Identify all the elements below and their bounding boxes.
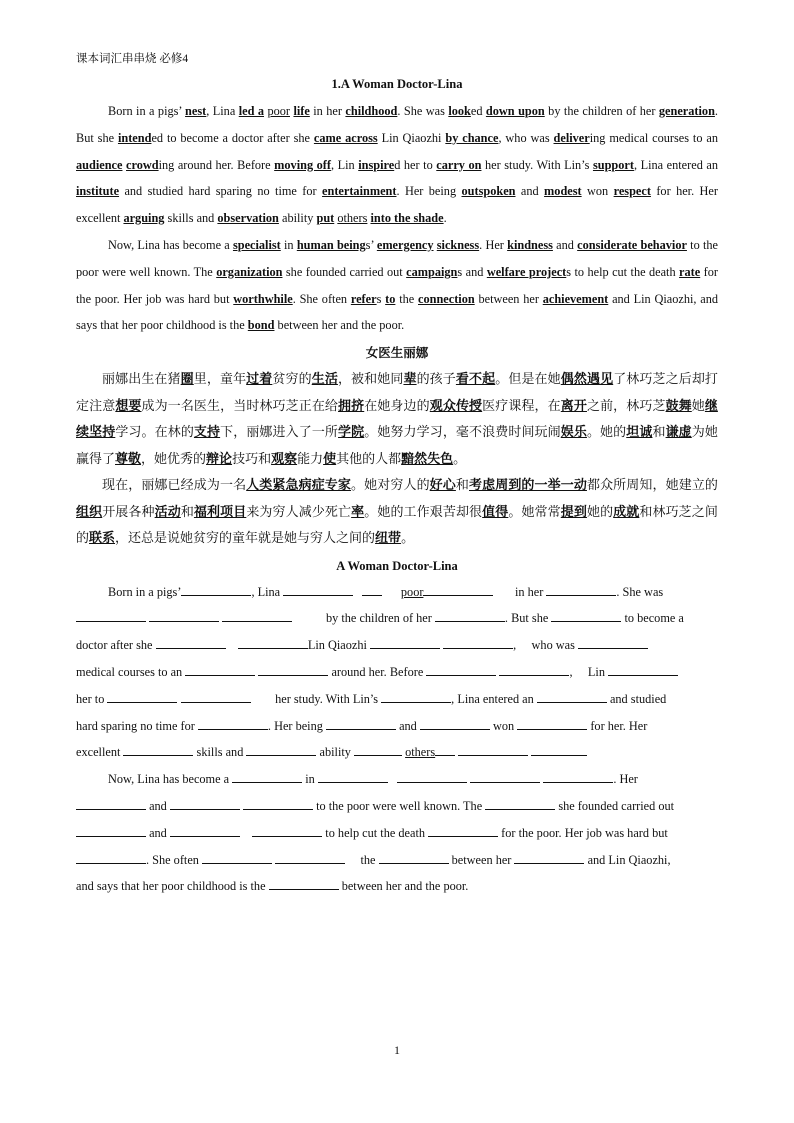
- text-run: 。她的工作艰苦却很: [364, 503, 483, 519]
- fill-line: [76, 847, 718, 874]
- answer-blank[interactable]: [381, 689, 451, 703]
- fill-line: [76, 873, 718, 900]
- fill-text: to become a: [624, 611, 684, 626]
- vocab-keyword: 娱乐: [560, 424, 587, 440]
- answer-blank[interactable]: [107, 689, 177, 703]
- answer-blank[interactable]: [443, 635, 513, 649]
- vocab-keyword: nest: [185, 104, 207, 118]
- fill-text: and: [149, 799, 167, 814]
- answer-blank[interactable]: [354, 742, 402, 756]
- vocab-keyword: arguing: [123, 211, 165, 226]
- answer-blank[interactable]: [531, 742, 587, 756]
- fill-text: and studied: [609, 691, 667, 706]
- text-run: s to help cut the death: [566, 264, 680, 279]
- text-run: s’: [365, 237, 377, 252]
- answer-blank[interactable]: [546, 582, 616, 596]
- text-run: and Lin Qiaozhi, and says that her poor childhood is the: [76, 291, 718, 333]
- answer-blank[interactable]: [517, 716, 587, 730]
- vocab-keyword: 看不起: [455, 371, 496, 387]
- text-run: . Her: [479, 237, 508, 252]
- vocab-keyword: 鼓舞: [665, 397, 692, 413]
- text-run: the: [395, 291, 418, 306]
- answer-blank[interactable]: [76, 608, 146, 622]
- vocab-keyword: into the shade: [370, 211, 444, 226]
- text-run: to the poor were well known. The: [76, 237, 718, 279]
- fill-text: excellent: [76, 745, 121, 760]
- fill-text: doctor after she: [76, 638, 153, 653]
- fill-text: and says that her poor childhood is the: [76, 879, 266, 894]
- vocab-keyword: 率: [351, 503, 365, 519]
- vocab-keyword: 继续坚持: [76, 397, 718, 440]
- vocab-keyword: down upon: [485, 104, 545, 118]
- vocab-keyword: connection: [418, 291, 475, 306]
- answer-blank[interactable]: [258, 662, 328, 676]
- text-run: 。她努力学习，毫不浪费时间玩闹: [364, 424, 561, 440]
- fill-text: who was: [531, 638, 575, 653]
- answer-blank[interactable]: [426, 662, 496, 676]
- vocab-keyword: deliver: [553, 130, 590, 145]
- fill-line: [76, 793, 718, 820]
- fill-text: in her: [514, 584, 544, 599]
- vocab-keyword: 人类紧急病症专家: [246, 477, 352, 493]
- answer-blank[interactable]: [252, 823, 322, 837]
- vocab-keyword: childhood: [345, 104, 398, 118]
- fill-text: poor: [400, 584, 424, 599]
- text-run: 医疗课程，在: [482, 397, 561, 413]
- text-run: skills and: [164, 211, 218, 226]
- vocab-keyword: 好心: [429, 477, 456, 493]
- vocab-keyword: 离开: [560, 397, 587, 413]
- text-run: 。她常常: [508, 503, 561, 519]
- text-run: 和林巧芝之间的: [76, 503, 718, 546]
- fill-text: Now, Lina has become a: [108, 772, 230, 787]
- text-run: 了林巧芝之后却打定注意: [76, 371, 718, 413]
- vocab-keyword: kindness: [507, 237, 553, 252]
- text-run: 能力: [297, 450, 324, 466]
- vocab-keyword: bond: [247, 318, 275, 333]
- answer-blank[interactable]: [202, 850, 272, 864]
- answer-blank[interactable]: [514, 850, 584, 864]
- vocab-keyword: led a: [238, 104, 265, 118]
- vocab-keyword: look: [448, 104, 471, 118]
- vocab-keyword: inspire: [358, 157, 395, 172]
- vocab-keyword: 考虑周到的一举一动: [469, 477, 587, 493]
- vocab-keyword: 活动: [154, 503, 181, 519]
- text-run: 。: [453, 450, 467, 466]
- fill-text: ,: [513, 638, 517, 653]
- answer-blank[interactable]: [123, 742, 193, 756]
- answer-blank[interactable]: [222, 608, 292, 622]
- document-page: [76, 52, 718, 900]
- fill-text: Lin: [587, 665, 605, 680]
- fill-text: for the poor. Her job was hard but: [501, 825, 668, 840]
- fill-line: [76, 632, 718, 659]
- vocab-keyword: human being: [296, 237, 366, 252]
- vocab-keyword: emergency: [376, 237, 434, 252]
- chinese-paragraph-2: [76, 472, 718, 552]
- fill-text: Lin Qiaozhi: [307, 638, 367, 653]
- vocab-keyword: life: [293, 104, 310, 118]
- text-run: ed to become a doctor after she: [151, 130, 314, 145]
- text-run: 现在，丽娜已经成为一名: [102, 477, 247, 493]
- vocab-keyword: 观察: [271, 450, 298, 466]
- answer-blank[interactable]: [485, 796, 555, 810]
- answer-blank[interactable]: [435, 608, 505, 622]
- fill-text: in: [305, 772, 315, 787]
- vocab-keyword: 使: [323, 450, 337, 466]
- answer-blank[interactable]: [283, 582, 353, 596]
- vocab-keyword: achievement: [542, 291, 609, 306]
- text-run: won: [581, 184, 614, 199]
- text-run: ，还总是说她贫穷的童年就是她与穷人之间的: [115, 530, 376, 546]
- text-run: 之前，林巧芝: [586, 397, 666, 413]
- answer-blank[interactable]: [578, 635, 648, 649]
- vocab-keyword: 尊敬: [115, 450, 142, 466]
- fill-text: . But she: [504, 611, 549, 626]
- answer-blank[interactable]: [499, 662, 569, 676]
- text-run: 技巧和: [232, 450, 272, 466]
- text-run: s: [376, 291, 386, 306]
- fill-text: . Her: [613, 772, 638, 787]
- text-run: and: [515, 184, 545, 199]
- vocab-keyword: 组织: [76, 503, 103, 519]
- fill-in-title: A Woman Doctor-Lina: [336, 558, 458, 573]
- answer-blank[interactable]: [470, 769, 540, 783]
- text-run: 开展各种: [102, 503, 155, 519]
- answer-blank[interactable]: [397, 769, 467, 783]
- text-run: in her: [309, 104, 346, 118]
- fill-text: her study. With Lin’s: [275, 691, 379, 706]
- text-run: ability: [278, 211, 317, 226]
- text-run: , Lina entered an: [633, 157, 718, 172]
- text-run: in: [280, 237, 297, 252]
- underlined-text: others: [337, 211, 368, 226]
- vocab-keyword: sickness: [436, 237, 480, 252]
- vocab-keyword: 纽带: [375, 530, 402, 546]
- vocab-keyword: considerate behavior: [577, 237, 687, 252]
- vocab-keyword: 支持: [193, 424, 221, 440]
- fill-text: . She was: [616, 584, 664, 599]
- answer-blank[interactable]: [423, 582, 493, 596]
- answer-blank[interactable]: [318, 769, 388, 783]
- fill-text: hard sparing no time for: [76, 718, 195, 733]
- answer-blank[interactable]: [149, 608, 219, 622]
- fill-text: ability: [319, 745, 351, 760]
- english-paragraph-1: [76, 98, 718, 232]
- text-run: for her. Her excellent: [76, 184, 718, 226]
- text-run: she founded carried out: [282, 264, 407, 279]
- text-run: 和: [652, 424, 666, 440]
- fill-in-exercise: [76, 579, 718, 901]
- text-run: ，被和她同: [337, 371, 404, 387]
- vocab-keyword: 学院: [338, 424, 365, 440]
- fill-text: medical courses to an: [76, 665, 183, 680]
- answer-blank[interactable]: [76, 796, 146, 810]
- answer-blank[interactable]: [181, 582, 251, 596]
- vocab-keyword: 生活: [311, 371, 338, 387]
- fill-text: won: [492, 718, 515, 733]
- vocab-keyword: crowd: [126, 157, 159, 172]
- answer-blank[interactable]: [76, 850, 146, 864]
- text-run: 丽娜出生在猪: [102, 371, 181, 387]
- fill-line: [76, 579, 718, 606]
- text-run: 。她的: [586, 424, 627, 440]
- answer-blank[interactable]: [608, 662, 678, 676]
- answer-blank[interactable]: [420, 716, 490, 730]
- vocab-keyword: 辩论: [206, 450, 233, 466]
- fill-line: [76, 739, 718, 766]
- vocab-keyword: specialist: [232, 237, 281, 252]
- english-paragraph-2: [76, 232, 718, 339]
- fill-text: others: [405, 745, 436, 760]
- vocab-keyword: campaign: [406, 264, 458, 279]
- text-run: ing medical courses to an: [589, 130, 718, 145]
- vocab-keyword: 成就: [613, 503, 640, 519]
- text-run: . She was: [397, 104, 449, 118]
- vocab-keyword: 联系: [89, 530, 116, 546]
- answer-blank[interactable]: [326, 716, 396, 730]
- text-run: 贫穷的: [272, 371, 312, 387]
- fill-line: [76, 686, 718, 713]
- text-run: d her to: [394, 157, 437, 172]
- fill-text: Born in a pigs’: [108, 584, 182, 599]
- answer-blank[interactable]: [181, 689, 251, 703]
- text-run: 她的: [586, 503, 614, 519]
- text-run: by the children of her: [544, 104, 659, 118]
- vocab-keyword: 观众传授: [429, 397, 483, 413]
- text-run: Born in a pigs’: [108, 104, 186, 118]
- fill-text: skills and: [196, 745, 244, 760]
- answer-blank[interactable]: [458, 742, 528, 756]
- vocab-keyword: put: [316, 211, 335, 226]
- vocab-keyword: observation: [217, 211, 279, 226]
- text-run: 。她对穷人的: [351, 477, 430, 493]
- page-header: 课本词汇串串烧 必修4: [76, 53, 189, 65]
- answer-blank[interactable]: [551, 608, 621, 622]
- text-run: 成为一名医生，当时林巧芝正在给: [141, 397, 339, 413]
- answer-blank[interactable]: [275, 850, 345, 864]
- text-run: between her and the poor.: [274, 318, 405, 333]
- text-run: ，她优秀的: [141, 450, 207, 466]
- vocab-keyword: 拥挤: [338, 397, 365, 413]
- vocab-keyword: audience: [76, 157, 123, 172]
- vocab-keyword: intend: [117, 130, 152, 145]
- vocab-keyword: 福利项目: [193, 503, 247, 519]
- answer-blank[interactable]: [156, 635, 226, 649]
- answer-blank[interactable]: [370, 635, 440, 649]
- fill-text: . She often: [146, 852, 199, 867]
- text-run: 和: [455, 477, 469, 493]
- answer-blank[interactable]: [232, 769, 302, 783]
- fill-text: she founded carried out: [558, 799, 675, 814]
- page-number: 1: [394, 1043, 400, 1057]
- fill-text: , Lina entered an: [451, 691, 534, 706]
- vocab-keyword: 值得: [482, 503, 509, 519]
- text-run: 下，丽娜进入了一所: [220, 424, 339, 440]
- fill-line: [76, 659, 718, 686]
- vocab-keyword: rate: [679, 264, 701, 279]
- answer-blank[interactable]: [185, 662, 255, 676]
- underlined-text: poor: [267, 104, 290, 118]
- text-run: 其他的人都: [336, 450, 402, 466]
- text-run: her study. With Lin’s: [481, 157, 593, 172]
- vocab-keyword: came across: [313, 130, 378, 145]
- text-run: . She often: [292, 291, 351, 306]
- chinese-paragraph-1: [76, 366, 718, 472]
- text-run: 都众所周知，她建立的: [586, 477, 718, 493]
- vocab-keyword: 偶然遇见: [560, 371, 614, 387]
- fill-text: the: [360, 852, 376, 867]
- fill-text: and: [149, 825, 167, 840]
- vocab-keyword: 圈: [180, 371, 194, 387]
- vocab-keyword: respect: [613, 184, 651, 199]
- vocab-keyword: by chance: [445, 130, 499, 145]
- answer-blank[interactable]: [76, 823, 146, 837]
- answer-blank[interactable]: [537, 689, 607, 703]
- answer-blank[interactable]: [170, 823, 240, 837]
- text-run: 里，童年: [193, 371, 247, 387]
- vocab-keyword: moving off: [274, 157, 331, 172]
- text-run: ing around her. Before: [158, 157, 275, 172]
- answer-blank[interactable]: [428, 823, 498, 837]
- text-run: s and: [457, 264, 487, 279]
- vocab-keyword: 坦诚: [626, 424, 653, 440]
- vocab-keyword: 过着: [246, 371, 273, 387]
- text-run: . But she: [76, 104, 718, 145]
- fill-text: for her. Her: [590, 718, 648, 733]
- vocab-keyword: carry on: [436, 157, 482, 172]
- text-run: 。: [401, 530, 415, 546]
- vocab-keyword: organization: [216, 264, 283, 279]
- fill-text: and: [399, 718, 417, 733]
- text-run: 和: [180, 503, 194, 519]
- vocab-keyword: 提到: [560, 503, 587, 519]
- vocab-keyword: 辈: [403, 371, 417, 387]
- text-run: 她: [691, 397, 705, 413]
- fill-line: [76, 605, 718, 632]
- vocab-keyword: to: [385, 291, 396, 306]
- fill-text: . Her being: [267, 718, 323, 733]
- vocab-keyword: worthwhile: [233, 291, 293, 306]
- text-run: , Lin: [330, 157, 359, 172]
- answer-blank[interactable]: [379, 850, 449, 864]
- answer-blank[interactable]: [170, 796, 240, 810]
- answer-blank[interactable]: [362, 582, 382, 596]
- vocab-keyword: 谦虚: [665, 424, 692, 440]
- fill-text: to the poor were well known. The: [316, 799, 483, 814]
- text-run: 。但是在她: [495, 371, 561, 387]
- vocab-keyword: generation: [658, 104, 715, 118]
- text-run: 在她身边的: [364, 397, 430, 413]
- vocab-keyword: modest: [544, 184, 582, 199]
- text-run: between her: [474, 291, 543, 306]
- vocab-keyword: refer: [350, 291, 377, 306]
- answer-blank[interactable]: [435, 742, 455, 756]
- answer-blank[interactable]: [198, 716, 268, 730]
- text-run: , Lina: [206, 104, 239, 118]
- text-run: Now, Lina has become a: [108, 237, 233, 252]
- fill-text: to help cut the death: [325, 825, 426, 840]
- fill-text: ,: [569, 665, 573, 680]
- vocab-keyword: 黯然失色: [401, 450, 454, 466]
- chinese-title: 女医生丽娜: [365, 346, 429, 361]
- text-run: Lin Qiaozhi: [377, 130, 446, 145]
- vocab-keyword: institute: [76, 184, 120, 199]
- text-run: .: [443, 211, 447, 226]
- vocab-keyword: outspoken: [461, 184, 516, 199]
- answer-blank[interactable]: [269, 876, 339, 890]
- text-run: and: [552, 237, 578, 252]
- fill-text: between her and the poor.: [341, 879, 469, 894]
- text-run: 为她赢得了: [76, 424, 718, 466]
- answer-blank[interactable]: [238, 635, 308, 649]
- text-run: . Her being: [396, 184, 462, 199]
- fill-text: her to: [76, 691, 105, 706]
- text-run: and studied hard sparing no time for: [119, 184, 323, 199]
- text-run: , who was: [498, 130, 554, 145]
- vocab-keyword: welfare project: [486, 264, 567, 279]
- fill-text: and Lin Qiaozhi,: [587, 852, 671, 867]
- fill-text: by the children of her: [325, 611, 432, 626]
- vocab-keyword: 想要: [115, 397, 142, 413]
- passage-title: 1.A Woman Doctor-Lina: [331, 77, 463, 91]
- fill-text: between her: [451, 852, 512, 867]
- answer-blank[interactable]: [543, 769, 613, 783]
- text-run: for the poor. Her job was hard but: [76, 264, 718, 306]
- text-run: 的孩子: [416, 371, 456, 387]
- vocab-keyword: support: [592, 157, 634, 172]
- fill-text: , Lina: [251, 584, 281, 599]
- answer-blank[interactable]: [246, 742, 316, 756]
- vocab-keyword: entertainment: [322, 184, 397, 199]
- fill-text: around her. Before: [331, 665, 424, 680]
- answer-blank[interactable]: [243, 796, 313, 810]
- text-run: 学习。在林的: [115, 424, 194, 440]
- fill-line: [76, 820, 718, 847]
- fill-line: [76, 766, 718, 793]
- fill-line: [76, 713, 718, 740]
- text-run: ed: [470, 104, 486, 118]
- text-run: 来为穷人减少死亡: [246, 503, 352, 519]
